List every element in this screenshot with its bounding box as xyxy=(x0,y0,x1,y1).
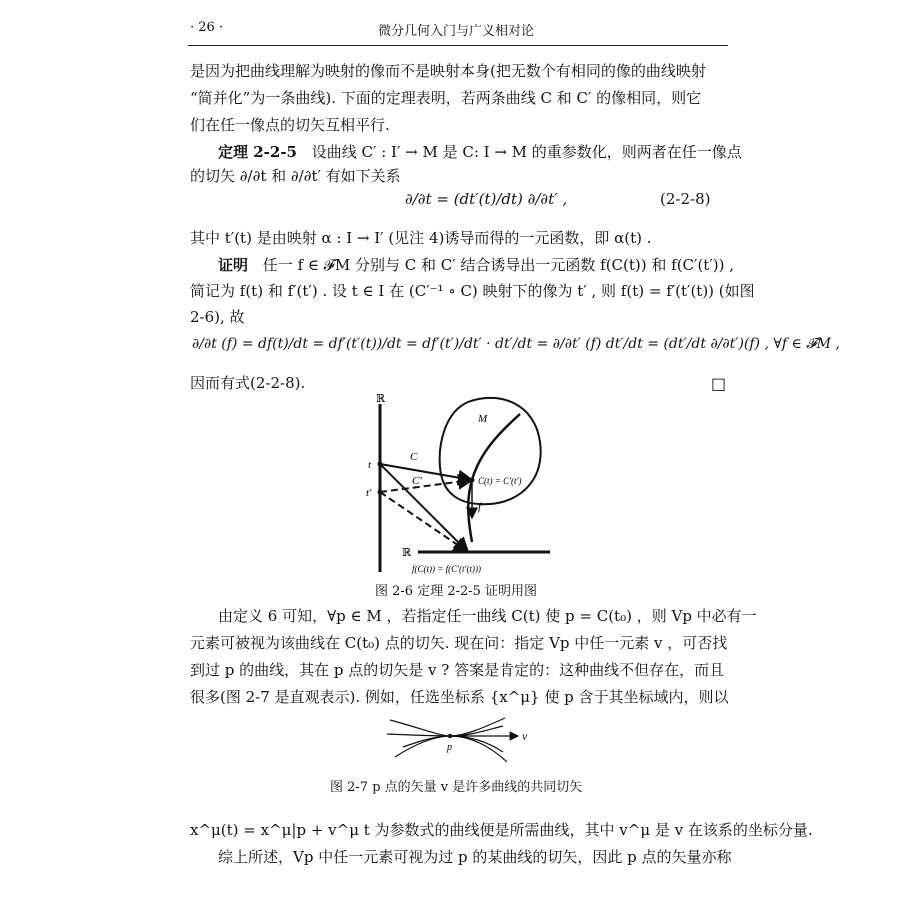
theorem-line1: 定理 2-2-5 设曲线 C′ : I′ → M 是 C: I → M 的重参数化，则两者在任一像点 xyxy=(218,143,742,161)
equation-chain: ∂/∂t (f) = df(t)/dt = df′(t′(t))/dt = df′(t′)/dt′ · dt′/dt = ∂/∂t′ (f) dt′/dt = (dt′/dt ∂/∂t′)(f) , ∀f ∈ 𝓕M , xyxy=(192,336,840,352)
figure-2-7-caption: 图 2-7 p 点的矢量 v 是许多曲线的共同切矢 xyxy=(330,780,583,795)
equation-number: (2-2-8) xyxy=(660,190,711,208)
p4-line: 综上所述，Vp 中任一元素可视为过 p 的某曲线的切矢，因此 p 点的矢量亦称 xyxy=(218,848,732,866)
proof-label: 证明 xyxy=(218,256,249,274)
header-rule xyxy=(188,45,728,46)
point-Ct xyxy=(470,478,475,483)
theorem-label: 定理 2-2-5 xyxy=(218,143,297,161)
figure-2-6 xyxy=(350,392,570,582)
label-C-prime: C′ xyxy=(412,475,422,487)
proof-line2: 简记为 f(t) 和 f′(t′) . 设 t ∈ I 在 (C′⁻¹ ∘ C) 映射下的像为 t′ , 则 f(t) = f′(t′(t)) (如图 xyxy=(190,282,755,300)
manifold-label: M xyxy=(478,413,488,425)
label-C: C xyxy=(410,451,418,463)
vertical-axis-label: ℝ xyxy=(376,393,386,405)
horizontal-axis-label: ℝ xyxy=(402,547,412,559)
label-t-prime: t′ xyxy=(366,487,372,499)
proof-line1: 证明 任一 f ∈ 𝓕M 分别与 C 和 C′ 结合诱导出一元函数 f(C(t)) 和 f(C′(t′)) , xyxy=(218,256,734,274)
p2-line: 由定义 6 可知，∀p ∈ M ，若指定任一曲线 C(t) 使 p = C(t₀) ，则 Vp 中必有一 xyxy=(218,607,757,625)
figure-2-7 xyxy=(385,712,535,774)
curve-1 xyxy=(390,718,505,736)
proof-line3: 2-6), 故 xyxy=(190,308,245,326)
qed-mark: □ xyxy=(711,374,727,393)
label-t: t xyxy=(368,459,372,471)
p3-line: x^μ(t) = x^μ|p + v^μ t 为参数式的曲线便是所需曲线，其中 v^μ 是 v 在该系的坐标分量. xyxy=(190,821,813,839)
running-title: 微分几何入门与广义相对论 xyxy=(378,24,535,39)
label-p: p xyxy=(447,742,452,753)
composite-prime-arrow xyxy=(380,492,468,552)
p2-line: 元素可被视为该曲线在 C(t₀) 点的切矢. 现在问：指定 Vp 中任一元素 v ，可否找 xyxy=(190,634,728,652)
p2-line: 到过 p 的曲线，其在 p 点的切矢是 v ? 答案是肯定的：这种曲线不但存在，而且 xyxy=(190,661,725,679)
p1-line: 是因为把曲线理解为映射的像而不是映射本身(把无数个有相同的像的曲线映射 xyxy=(190,62,706,80)
after-equation-text: 其中 t′(t) 是由映射 α : I → I′ (见注 4)诱导而得的一元函数，即 α(t) . xyxy=(190,229,652,247)
p1-line: 们在任一像点的切矢互相平行. xyxy=(190,116,390,134)
manifold-boundary xyxy=(440,398,541,504)
figure-2-6-caption: 图 2-6 定理 2-2-5 证明用图 xyxy=(375,584,538,599)
theorem-line2: 的切矢 ∂/∂t 和 ∂/∂t′ 有如下关系 xyxy=(190,167,401,185)
curve-4 xyxy=(387,726,503,736)
map-C-prime-arrow xyxy=(380,480,472,492)
label-bottom: f(C(t)) = f(C′(t′(t))) xyxy=(412,564,481,574)
point-p xyxy=(448,734,452,738)
page-number: · 26 · xyxy=(190,20,224,35)
p1-line: “简并化”为一条曲线). 下面的定理表明，若两条曲线 C 和 C′ 的像相同，则它 xyxy=(190,89,702,107)
equation-2-2-8: ∂/∂t = (dt′(t)/dt) ∂/∂t′ , xyxy=(405,190,568,208)
proof-conclusion: 因而有式(2-2-8). xyxy=(190,374,306,392)
p2-line: 很多(图 2-7 是直观表示). 例如，任选坐标系 {x^μ} 使 p 含于其坐标域内，则以 xyxy=(190,688,729,706)
label-v: v xyxy=(522,729,528,743)
label-Ct: C(t) = C′(t′) xyxy=(478,476,522,486)
label-f: f xyxy=(478,501,482,513)
